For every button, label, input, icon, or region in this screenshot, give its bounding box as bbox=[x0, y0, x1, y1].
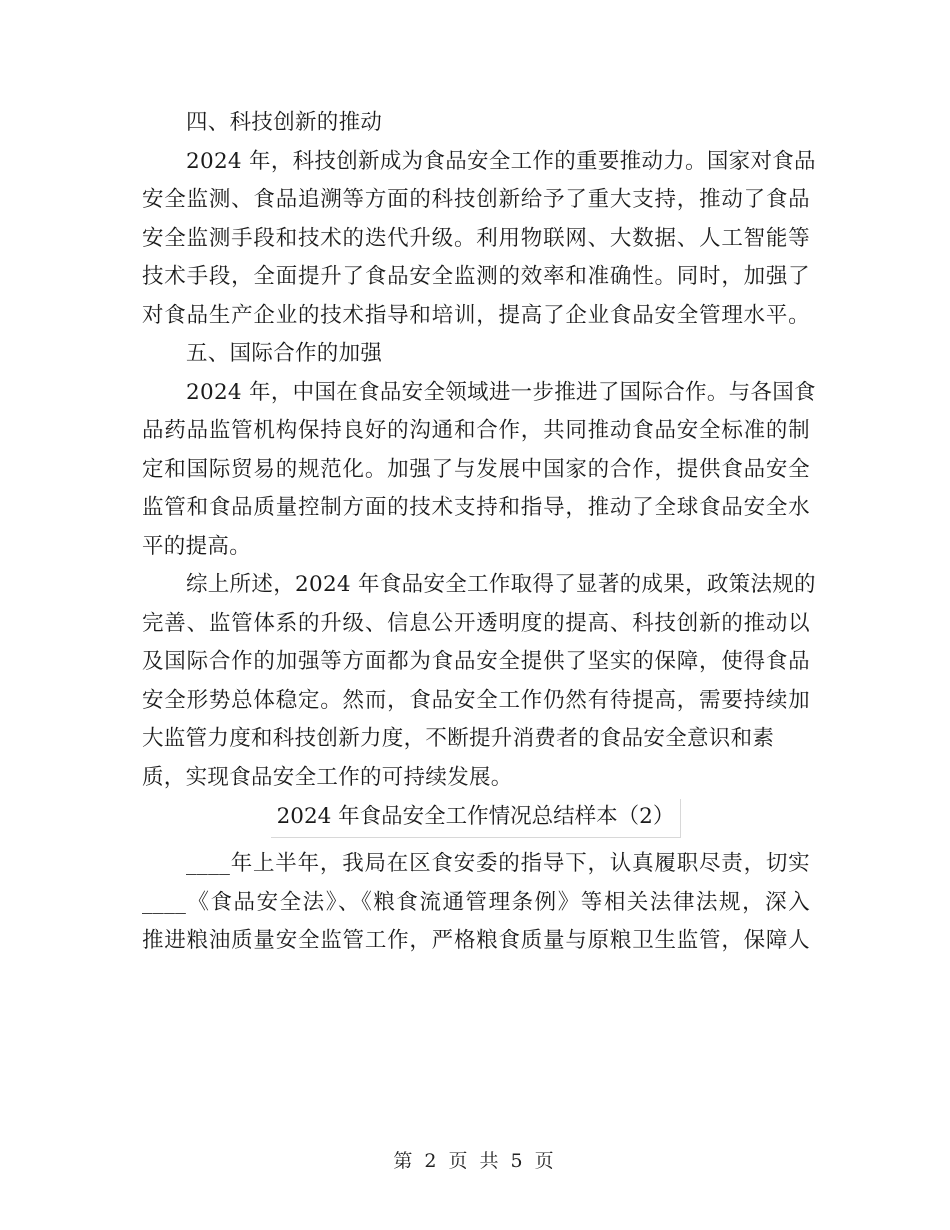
paragraph-line: 质，实现食品安全工作的可持续发展。 bbox=[142, 764, 513, 790]
paragraph-line: 安全监测手段和技术的迭代升级。利用物联网、大数据、人工智能等 bbox=[142, 225, 810, 251]
paragraph-line: 完善、监管体系的升级、信息公开透明度的提高、科技创新的推动以 bbox=[142, 610, 810, 636]
paragraph-line: 推进粮油质量安全监管工作，严格粮食质量与原粮卫生监管，保障人 bbox=[142, 928, 810, 953]
paragraph-line: 大监管力度和科技创新力度，不断提升消费者的食品安全意识和素 bbox=[142, 726, 775, 751]
document-title-wrapper bbox=[142, 799, 810, 841]
section-heading-international-cooperation: 五、国际合作的加强 bbox=[186, 341, 383, 366]
document-title: 2024 年食品安全工作情况总结样本（2） bbox=[271, 799, 682, 838]
paragraph-line: 监管和食品质量控制方面的技术支持和指导，推动了全球食品安全水 bbox=[142, 495, 810, 520]
paragraph-line: 2024 年，科技创新成为食品安全工作的重要推动力。国家对食品 bbox=[186, 148, 816, 174]
paragraph-line: 2024 年，中国在食品安全领域进一步推进了国际合作。与各国食 bbox=[186, 379, 816, 405]
paragraph-line: 技术手段，全面提升了食品安全监测的效率和准确性。同时，加强了 bbox=[142, 264, 810, 289]
section-heading-tech-innovation: 四、科技创新的推动 bbox=[186, 110, 383, 135]
paragraph-line: ____年上半年，我局在区食安委的指导下，认真履职尽责，切实 bbox=[186, 851, 810, 876]
paragraph-line: 品药品监管机构保持良好的沟通和合作，共同推动食品安全标准的制 bbox=[142, 418, 810, 443]
paragraph-line: 安全监测、食品追溯等方面的科技创新给予了重大支持，推动了食品 bbox=[142, 187, 810, 212]
paragraph-line: 对食品生产企业的技术指导和培训，提高了企业食品安全管理水平。 bbox=[142, 302, 810, 328]
document-body bbox=[142, 104, 816, 961]
page-indicator: 第 2 页 共 5 页 bbox=[393, 1150, 557, 1172]
paragraph-line: 综上所述，2024 年食品安全工作取得了显著的成果，政策法规的 bbox=[186, 572, 816, 597]
paragraph-line: 及国际合作的加强等方面都为食品安全提供了坚实的保障，使得食品 bbox=[142, 649, 810, 674]
paragraph-line: ____《食品安全法》、《粮食流通管理条例》等相关法律法规，深入 bbox=[142, 889, 810, 915]
paragraph-line: 平的提高。 bbox=[142, 533, 252, 559]
paragraph-line: 安全形势总体稳定。然而，食品安全工作仍然有待提高，需要持续加 bbox=[142, 687, 810, 713]
paragraph-line: 定和国际贸易的规范化。加强了与发展中国家的合作，提供食品安全 bbox=[142, 456, 810, 482]
